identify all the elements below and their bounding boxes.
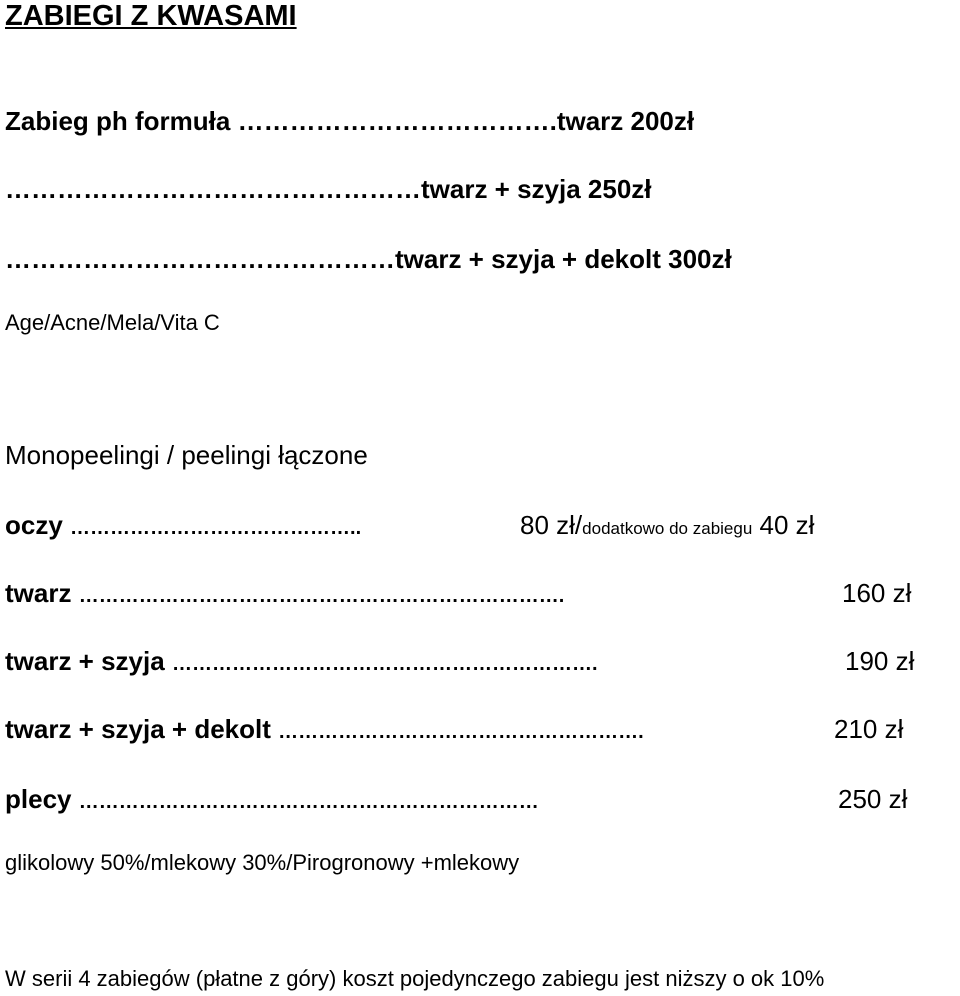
ph-formula-row-face-neck-decolletage	[5, 246, 732, 272]
treatment-price: 210 zł	[834, 714, 904, 744]
price-row-eyes-price	[520, 512, 814, 538]
price-row-eyes	[5, 512, 361, 538]
ph-formula-row-face	[5, 108, 694, 134]
leader-dots: ……………………………………………………………	[78, 791, 539, 813]
treatment-price: 160 zł	[842, 578, 912, 608]
leader-dots: ……………………………………………………………….	[78, 585, 565, 607]
ph-formula-price-face-neck: twarz + szyja 250zł	[421, 174, 652, 204]
leader-dots: ………………………………………	[5, 244, 395, 274]
series-discount-note: W serii 4 zabiegów (płatne z góry) koszt pojedynczego zabiegu jest niższy o ok 10%	[5, 966, 825, 991]
treatment-extra-price: 40 zł	[759, 510, 815, 540]
ph-formula-name: Zabieg ph formuła	[5, 106, 231, 136]
page-title: ZABIEGI Z KWASAMI	[5, 0, 297, 32]
treatment-note: dodatkowo do zabiegu	[582, 519, 753, 538]
treatment-price: 80 zł/	[520, 510, 583, 540]
leader-dots: ……………………………….	[237, 106, 557, 136]
price-row-face-neck-decolletage	[5, 716, 644, 742]
leader-dots: ……………………………………..	[70, 517, 362, 539]
treatment-name: oczy	[5, 510, 63, 540]
treatment-price: 250 zł	[838, 784, 908, 814]
treatment-name: twarz + szyja + dekolt	[5, 714, 271, 744]
treatment-name: twarz	[5, 578, 72, 608]
ph-formula-variants: Age/Acne/Mela/Vita C	[5, 310, 220, 335]
ph-formula-row-face-neck	[5, 176, 652, 202]
price-row-face	[5, 580, 564, 606]
ph-formula-price-face-neck-decolletage: twarz + szyja + dekolt 300zł	[395, 244, 732, 274]
treatment-name: plecy	[5, 784, 72, 814]
treatment-price: 190 zł	[845, 646, 915, 676]
price-row-face-neck	[5, 648, 598, 674]
leader-dots: ……………………………………………………….	[171, 653, 598, 675]
acids-list: glikolowy 50%/mlekowy 30%/Pirogronowy +mlekowy	[5, 850, 520, 875]
treatment-name: twarz + szyja	[5, 646, 165, 676]
leader-dots: ……………………………………………….	[278, 721, 644, 743]
price-row-back	[5, 786, 539, 812]
ph-formula-price-face: twarz 200zł	[556, 106, 695, 136]
leader-dots: …………………………………………	[5, 174, 421, 204]
section-heading: Monopeelingi / peelingi łączone	[5, 440, 368, 470]
